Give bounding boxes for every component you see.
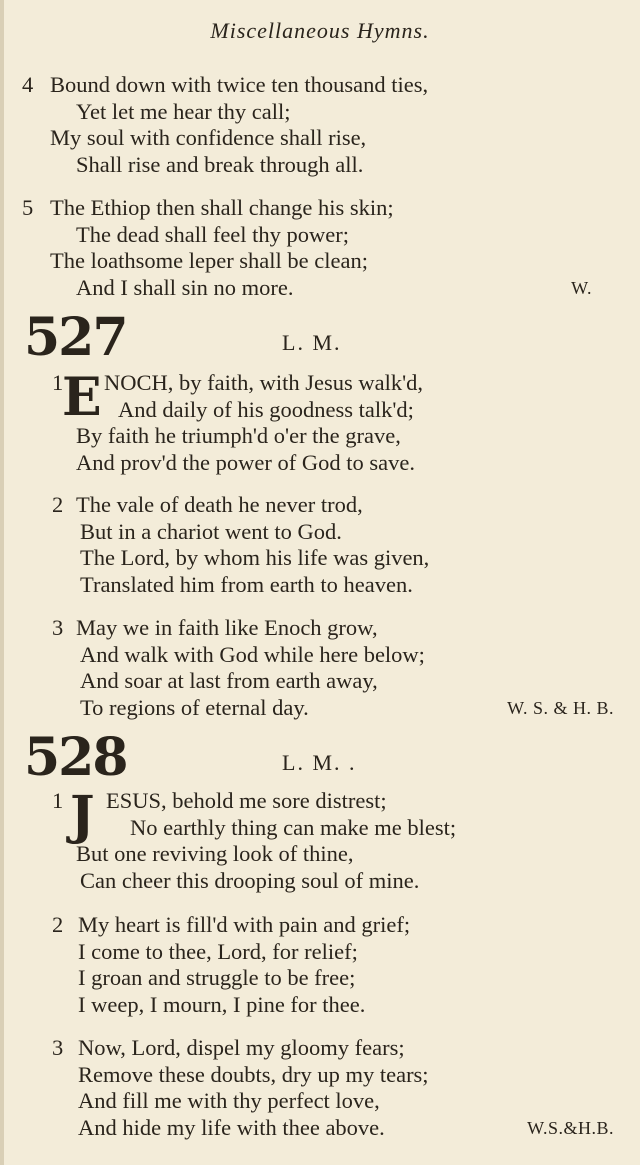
verse-line: And daily of his goodness talk'd; [118,396,414,422]
hymn-528-heading [24,727,624,788]
stanza-4 [22,72,622,178]
verse-line: 1 J ESUS, behold me sore distrest; [52,785,387,846]
verse-line: I come to thee, Lord, for relief; [78,938,358,964]
verse-line: No earthly thing can make me blest; [130,814,457,840]
verse-line: The dead shall feel thy power; [76,221,350,247]
verse-line: The Lord, by whom his life was given, [80,545,430,571]
verse-line: And fill me with thy perfect love, [78,1088,380,1114]
verse-line: And I shall sin no more. W. [76,274,592,300]
hymn-number: 527 [24,307,127,368]
author-credit: W. [571,277,592,298]
verse-line: By faith he triumph'd o'er the grave, [76,423,401,449]
hymn-527-stanza-1 [22,367,622,476]
drop-cap: J [70,785,95,846]
hymn-number: 528 [24,727,127,788]
verse-line: My soul with confidence shall rise, [50,125,367,151]
verse-line: And soar at last from earth away, [80,668,378,694]
author-credit: W.S.&H.B. [527,1117,614,1138]
verse-line: 3 May we in faith like Enoch grow, [52,615,378,640]
verse-line: 1 E NOCH, by faith, with Jesus walk'd, [52,367,424,428]
verse-line: Can cheer this drooping soul of mine. [80,867,420,893]
verse-line: 2 The vale of death he never trod, [52,492,363,517]
stanza-number: 5 [22,195,34,220]
hymn-527-heading [24,307,624,368]
meter: L. M. . [282,750,357,775]
hymn-527-stanza-2 [22,492,622,598]
verse-line: But in a chariot went to God. [80,518,342,544]
hymn-528-stanza-1 [22,785,622,894]
stanza-number: 2 [52,912,64,937]
verse-line: Shall rise and break through all. [76,151,364,177]
meter: L. M. [282,330,342,355]
verse-line: 3 Now, Lord, dispel my gloomy fears; [52,1035,405,1060]
stanza-number: 4 [22,72,34,97]
page-edge [0,0,4,1165]
verse-line: I groan and struggle to be free; [78,965,356,991]
author-credit: W. S. & H. B. [507,697,614,718]
hymn-527-stanza-3 [22,615,622,721]
verse-line: 2 My heart is fill'd with pain and grief; [52,912,411,937]
verse-line: The loathsome leper shall be clean; [50,248,368,274]
stanza-number: 1 [52,788,64,813]
verse-line: 5 The Ethiop then shall change his skin; [22,195,394,220]
verse-line: But one reviving look of thine, [76,841,354,867]
verse-line: And hide my life with thee above. W.S.&H.B. [78,1114,614,1140]
verse-line: 4 Bound down with twice ten thousand ties, [22,72,429,97]
stanza-number: 3 [52,1035,64,1060]
stanza-number: 1 [52,370,64,395]
verse-line: Translated him from earth to heaven. [80,571,413,597]
drop-cap: E [62,367,102,428]
stanza-5 [22,195,622,301]
verse-line: Remove these doubts, dry up my tears; [78,1061,429,1087]
verse-line: To regions of eternal day. W. S. & H. B. [80,694,614,720]
hymn-528-stanza-3 [22,1035,622,1141]
verse-line: I weep, I mourn, I pine for thee. [78,991,366,1017]
verse-line: And prov'd the power of God to save. [76,449,415,475]
hymn-528-stanza-2 [22,912,622,1018]
running-header: Miscellaneous Hymns. [210,18,430,43]
stanza-number: 2 [52,492,64,517]
stanza-number: 3 [52,615,64,640]
verse-line: And walk with God while here below; [80,641,425,667]
verse-line: Yet let me hear thy call; [76,98,291,124]
